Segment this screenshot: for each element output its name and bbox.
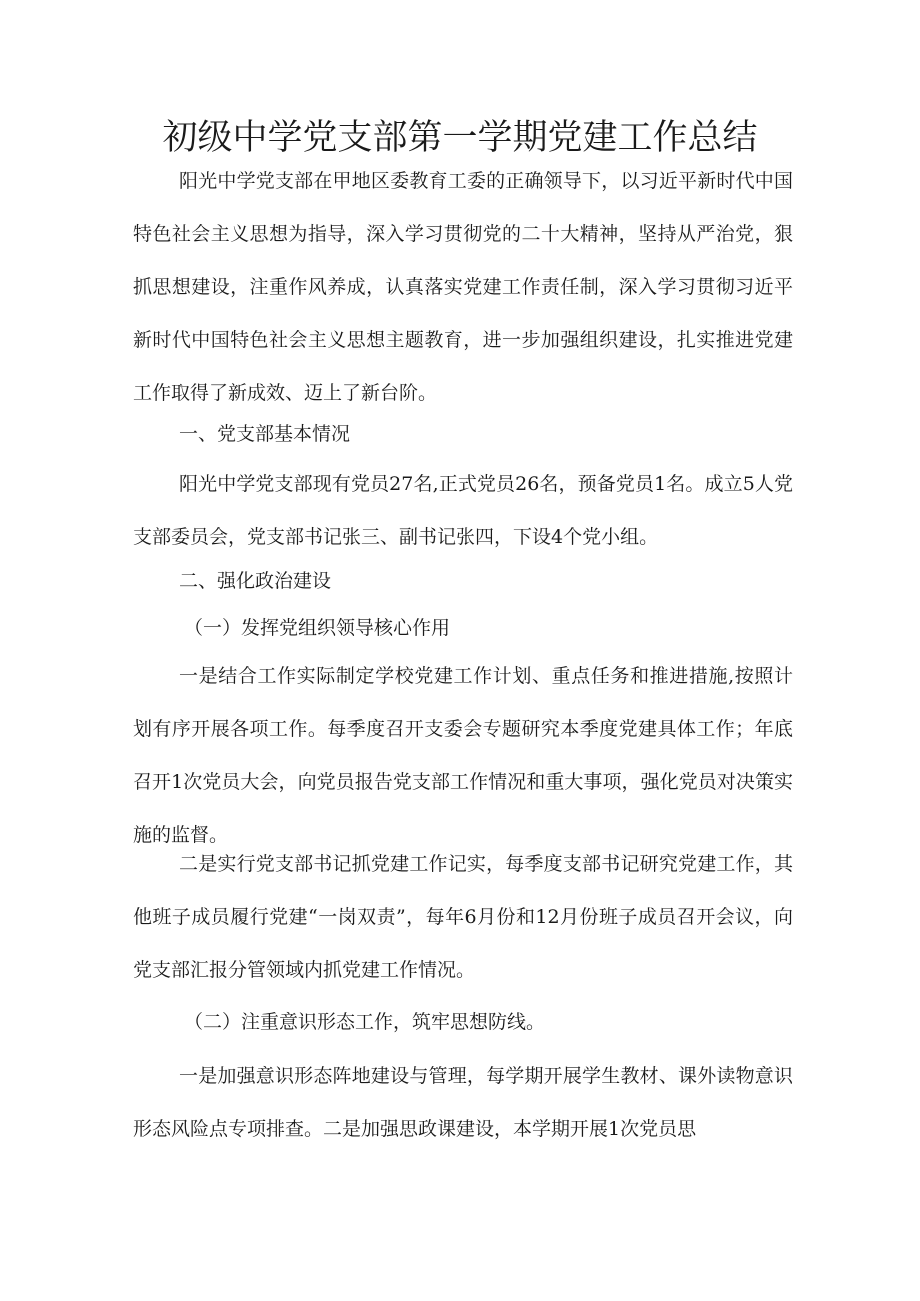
intro-paragraph: 阳光中学党支部在甲地区委教育工委的正确领导下，以习近平新时代中国特色社会主义思想为指导，深入学习贯彻党的二十大精神，坚持从严治党，狠抓思想建设，注重作风养成，认真落实党建工作责任制，深入学习贯彻习近平新时代中国特色社会主义思想主题教育，进一步加强组织建设，扎实推进党建工作取得了新成效、迈上了新台阶。 [133, 170, 793, 404]
subsection1-heading: （一）发挥党组织领导核心作用 [184, 617, 451, 639]
section1-heading: 一、党支部基本情况 [179, 423, 351, 445]
section2-heading: 二、强化政治建设 [179, 570, 332, 592]
document-title: 初级中学党支部第一学期党建工作总结 [162, 118, 758, 158]
subsection1-paragraph-1: 一是结合工作实际制定学校党建工作计划、重点任务和推进措施,按照计划有序开展各项工作。每季度召开支委会专题研究本季度党建具体工作；年底召开1次党员大会，向党员报告党支部工作情况和重大事项，强化党员对决策实施的监督。 [133, 665, 793, 846]
subsection2-heading: （二）注重意识形态工作，筑牢思想防线。 [184, 1011, 546, 1033]
section1-paragraph: 阳光中学党支部现有党员27名,正式党员26名，预备党员1名。成立5人党支部委员会，党支部书记张三、副书记张四，下设4个党小组。 [133, 473, 793, 548]
subsection1-paragraph-2: 二是实行党支部书记抓党建工作记实，每季度支部书记研究党建工作，其他班子成员履行党建“一岗双责”，每年6月份和12月份班子成员召开会议，向党支部汇报分管领域内抓党建工作情况。 [133, 853, 793, 981]
subsection2-paragraph-1: 一是加强意识形态阵地建设与管理，每学期开展学生教材、课外读物意识形态风险点专项排查。二是加强思政课建设，本学期开展1次党员思 [133, 1065, 793, 1140]
